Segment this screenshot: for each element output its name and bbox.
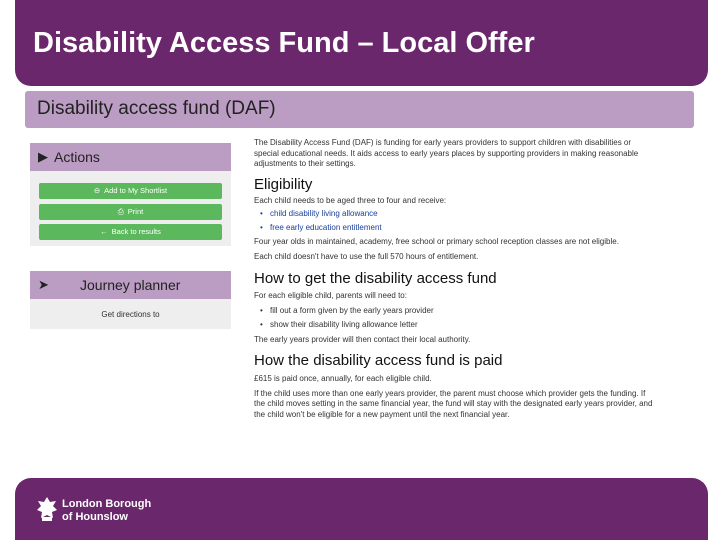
list-item: • show their disability living allowance letter <box>254 320 654 330</box>
slide-title: Disability Access Fund – Local Offer <box>33 27 535 59</box>
list-item: • fill out a form given by the early years provider <box>254 306 654 316</box>
eligibility-note-maintained: Four year olds in maintained, academy, free school or primary school reception classes are not eligible. <box>254 237 619 246</box>
journey-planner-panel <box>30 271 231 329</box>
eligibility-list <box>254 209 654 233</box>
logo-line-1: London Borough <box>62 498 152 510</box>
how-paid-details: If the child uses more than one early years provider, the parent must choose which provider gets the funding. If the child moves setting in the same financial year, the fund will stay with the designated early years provider, and the child won't be eligible for a new payment until the next financial year. <box>254 388 653 419</box>
how-to-get-list <box>254 306 654 330</box>
location-arrow-icon: ➤ <box>38 277 49 292</box>
eligibility-heading: Eligibility <box>254 175 313 193</box>
journey-planner-header <box>30 271 231 299</box>
logo-line-2: of Hounslow <box>62 511 128 523</box>
print-button[interactable] <box>39 204 222 220</box>
daf-header-title: Disability access fund (DAF) <box>37 98 276 119</box>
free-early-education-entitlement-link[interactable]: • free early education entitlement <box>254 223 654 233</box>
how-paid-heading: How the disability access fund is paid <box>254 352 503 369</box>
eligibility-lead: Each child needs to be aged three to four and receive: <box>254 195 447 205</box>
actions-title: Actions <box>54 149 100 165</box>
content-area <box>254 138 654 420</box>
daf-header-bar <box>25 91 694 128</box>
actions-panel <box>30 143 231 246</box>
how-to-get-heading: How to get the disability access fund <box>254 270 497 287</box>
add-to-shortlist-label: Add to My Shortlist <box>104 186 168 195</box>
how-to-get-lead: For each eligible child, parents will need to: <box>254 291 407 300</box>
hounslow-crest-icon <box>36 496 58 522</box>
actions-panel-header[interactable] <box>30 143 231 171</box>
back-to-results-button[interactable] <box>39 224 222 240</box>
journey-planner-title: Journey planner <box>80 277 181 293</box>
bottom-banner <box>15 478 708 540</box>
arrow-left-icon: ← <box>100 227 108 236</box>
add-to-shortlist-button[interactable] <box>39 183 222 199</box>
intro-text: The Disability Access Fund (DAF) is funding for early years providers to support children with disabilities or special educational needs. It aids access to early years places by supporting providers in making reasonable adjustments to their settings. <box>254 138 639 168</box>
how-to-get-note: The early years provider will then contact their local authority. <box>254 334 471 344</box>
how-paid-amount: £615 is paid once, annually, for each eligible child. <box>254 374 432 383</box>
triangle-right-icon: ▶ <box>38 149 48 164</box>
child-disability-living-allowance-link[interactable]: • child disability living allowance <box>254 209 654 219</box>
get-directions-link[interactable]: Get directions to <box>101 310 160 319</box>
minus-circle-icon: ⊖ <box>93 186 101 195</box>
eligibility-note-hours: Each child doesn't have to use the full 570 hours of entitlement. <box>254 251 479 261</box>
back-to-results-label: Back to results <box>111 227 161 236</box>
printer-icon: ⎙ <box>117 207 124 216</box>
print-label: Print <box>127 207 144 216</box>
council-logo-text <box>62 498 151 524</box>
